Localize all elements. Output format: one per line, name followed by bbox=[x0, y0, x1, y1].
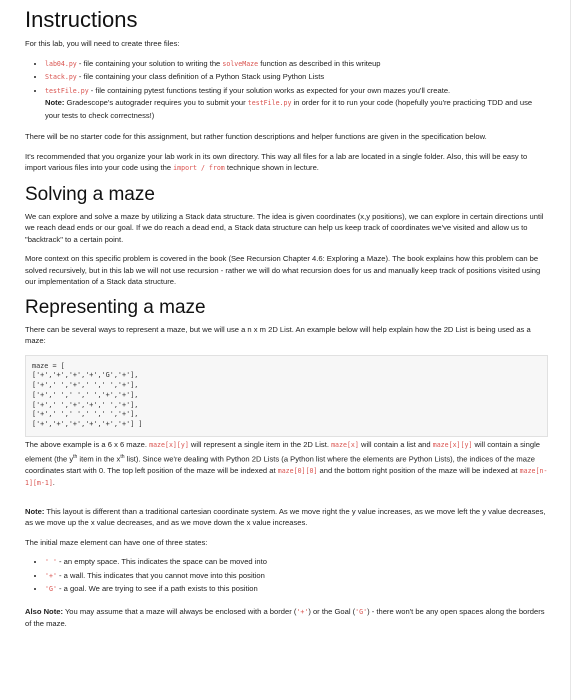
list-item-empty: • ' ' - an empty space. This indicates the space can be moved into bbox=[45, 556, 548, 569]
heading-representing-maze: Representing a maze bbox=[25, 296, 206, 318]
list-item-goal: • 'G' - a goal. We are trying to see if a path exists to this position bbox=[45, 583, 548, 596]
files-list bbox=[25, 58, 548, 122]
also-note: Also Note: You may assume that a maze will always be enclosed with a border ('+') or the Goal ('G') - there won't be any open spaces along the borders of the maze. bbox=[25, 606, 545, 629]
list-item-wall: • '+' - a wall. This indicates that you cannot move into this position bbox=[45, 570, 548, 583]
heading-solving-maze: Solving a maze bbox=[25, 183, 155, 205]
code-lab04: lab04.py bbox=[45, 59, 77, 68]
intro-text: For this lab, you will need to create three files: bbox=[25, 39, 180, 48]
list-item-testfile: • testFile.py - file containing pytest functions testing if your solution works as expected for your own mazes you'll create. Note: Gradescope's autograder requires you to submit your testFile.py in order for it to run your code (hopefully you're practicing TDD and use your tests to check correctness!) bbox=[45, 85, 548, 122]
maze-code-block: maze = [ ['+','+','+','+','G','+'], ['+',' ','+',' ',' ','+'], ['+',' ',' ',' ','+','+'], ['+',' ','+','+',' ','+'], ['+',' ',' ',' ',' ','+'], ['+','+','+','+','+','+'] ] bbox=[25, 355, 548, 438]
organize-text: It's recommended that you organize your lab work in its own directory. This way all files for a lab are located in a single folder. Also, this will be easy to import various files into your code using the import / from technique shown in lecture. bbox=[25, 151, 528, 172]
code-stack: Stack.py bbox=[45, 73, 77, 81]
representing-paragraph: There can be several ways to represent a maze, but we will use a n x m 2D List. An example below will help explain how the 2D List is being used as a maze: bbox=[25, 324, 531, 345]
states-intro: The initial maze element can have one of three states: bbox=[25, 537, 208, 547]
states-list bbox=[25, 556, 548, 596]
layout-note: Note: This layout is different than a traditional cartesian coordinate system. As we move right the y value increases, as we move left the y value decreases, as we move up the x value decreases, and as we move down the x value increases. bbox=[25, 506, 546, 528]
example-explanation: The above example is a 6 x 6 maze. maze[x][y] will represent a single item in the 2D List. maze[x] will contain a list and maze[x][y] will contain a single element (the $y^{th}$ item in the $x^{th}$ list). Since we're dealing with Python 2D Lists (a Python list where the elements are Python Lists), the indices of the maze coordinates start with 0. The top left position of the maze will be indexed at maze[0][0] and the bottom right position of the maze will be indexed at maze[n-1][m-1]. bbox=[25, 440, 548, 488]
list-item-lab04: • lab04.py - file containing your solution to writing the solveMaze function as described in this writeup bbox=[45, 58, 548, 71]
heading-instructions: Instructions bbox=[25, 7, 138, 32]
solving-paragraph-1: We can explore and solve a maze by utilizing a Stack data structure. The idea is given coordinates (x,y positions), we can explore in certain directions until we reach dead ends or our goal. If we do reach a dead end, a Stack data structure can help us keep track of coordinates we've visited and allow us to "backtrack" to a certain point. bbox=[25, 211, 544, 244]
no-starter-text: There will be no starter code for this assignment, but rather function descriptions and helper functions are given in the specification below. bbox=[25, 132, 487, 141]
code-testfile: testFile.py bbox=[45, 86, 89, 95]
list-item-stack: • Stack.py - file containing your class definition of a Python Stack using Python Lists bbox=[45, 71, 548, 84]
solving-paragraph-2: More context on this specific problem is covered in the book (See Recursion Chapter 4.6: Exploring a Maze). The book explains how this problem can be solved recursively, but in this lab we will not use recursion - rather we will do what recursion does for us and manually keep track of positions visited using our implementation of a Stack data structure. bbox=[25, 254, 541, 286]
